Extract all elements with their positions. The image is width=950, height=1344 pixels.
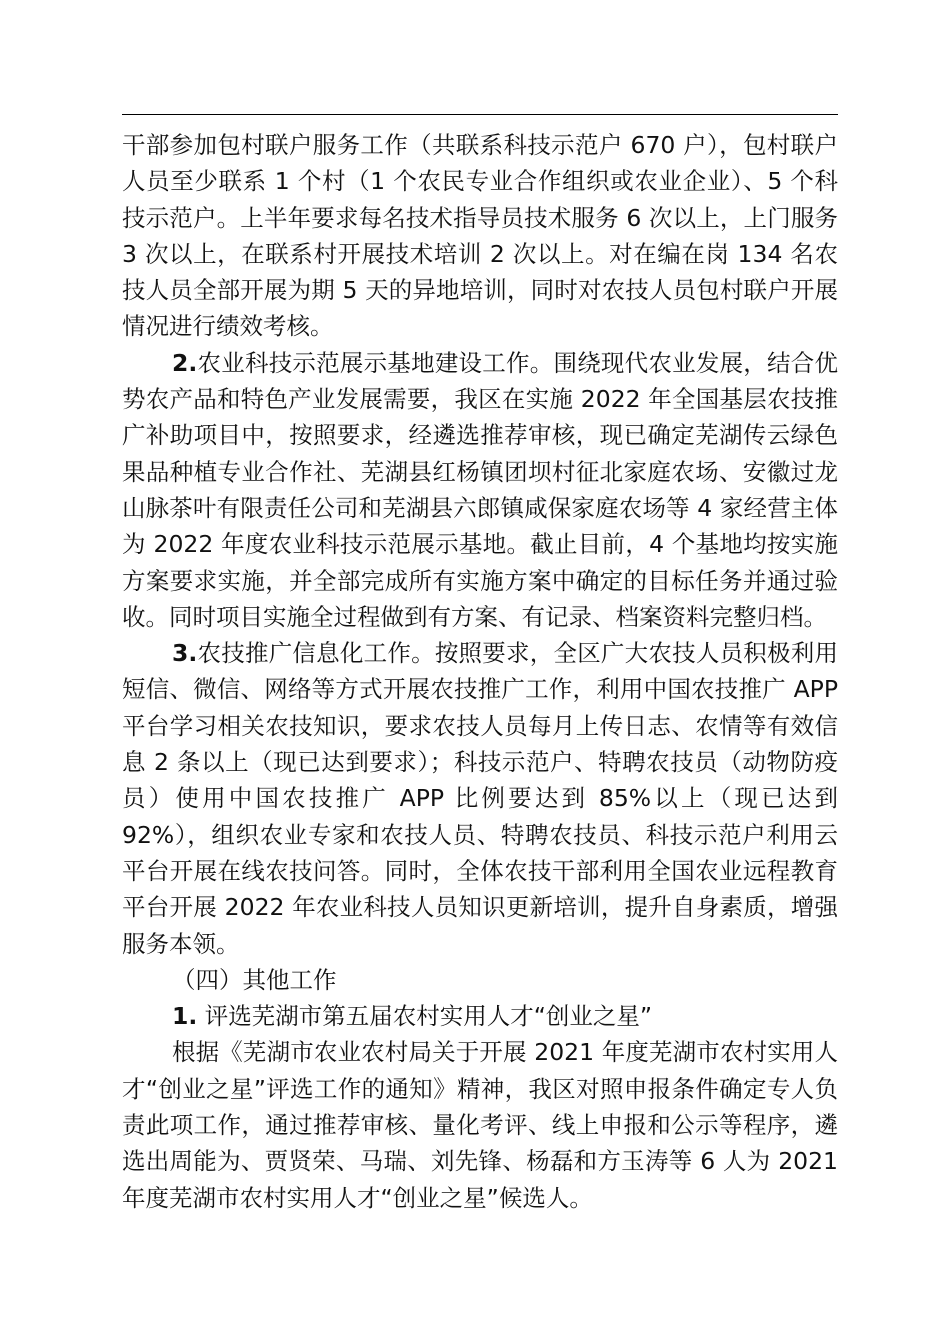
paragraph-demo-base	[122, 345, 838, 635]
sub-heading-number: 1.	[172, 1002, 198, 1031]
paragraph-number: 2.	[172, 348, 198, 377]
paragraph-number: 3.	[172, 639, 198, 668]
paragraph-informatization	[122, 635, 838, 962]
paragraph-candidates	[122, 1034, 838, 1215]
document-body	[122, 127, 838, 1216]
sub-heading	[122, 998, 838, 1034]
paragraph-text: 农技推广信息化工作。按照要求，全区广大农技人员积极利用短信、微信、网络等方式开展农技推广工作，利用中国农技推广 APP 平台学习相关农技知识，要求农技人员每月上传日志、农情等有效信息 2 条以上（现已达到要求）；科技示范户、特聘农技员（动物防疫员）使用中国农技推广 APP 比例要达到 85%以上（现已达到 92%），组织农业专家和农技人员、特聘农技员、科技示范户利用云平台开展在线农技问答。同时，全体农技干部利用全国农业远程教育平台开展 2022 年农业科技人员知识更新培训，提升自身素质，增强服务本领。	[122, 639, 838, 958]
sub-heading-text: 评选芜湖市第五届农村实用人才“创业之星”	[197, 1002, 653, 1031]
paragraph-text: 根据《芜湖市农业农村局关于开展 2021 年度芜湖市农村实用人才“创业之星”评选工作的通知》精神，我区对照申报条件确定专人负责此项工作，通过推荐审核、量化考评、线上申报和公示等程序，遴选出周能为、贾贤荣、马瑞、刘先锋、杨磊和方玉涛等 6 人为 2021 年度芜湖市农村实用人才“创业之星”候选人。	[122, 1038, 838, 1212]
paragraph-text: 农业科技示范展示基地建设工作。围绕现代农业发展，结合优势农产品和特色产业发展需要，我区在实施 2022 年全国基层农技推广补助项目中，按照要求，经遴选推荐审核，现已确定芜湖传云绿色果品种植专业合作社、芜湖县红杨镇团坝村征北家庭农场、安徽过龙山脉茶叶有限责任公司和芜湖县六郎镇咸保家庭农场等 4 家经营主体为 2022 年度农业科技示范展示基地。截止目前，4 个基地均按实施方案要求实施，并全部完成所有实施方案中确定的目标任务并通过验收。同时项目实施全过程做到有方案、有记录、档案资料完整归档。	[122, 348, 838, 631]
paragraph-continuation	[122, 127, 838, 345]
header-rule	[122, 114, 838, 115]
paragraph-text: 干部参加包村联户服务工作（共联系科技示范户 670 户），包村联户人员至少联系 1 个村（1 个农民专业合作组织或农业企业）、5 个科技示范户。上半年要求每名技术指导员技术服务 6 次以上，上门服务 3 次以上，在联系村开展技术培训 2 次以上。对在编在岗 134 名农技人员全部开展为期 5 天的异地培训，同时对农技人员包村联户开展情况进行绩效考核。	[122, 131, 838, 341]
section-heading: （四）其他工作	[172, 965, 337, 994]
